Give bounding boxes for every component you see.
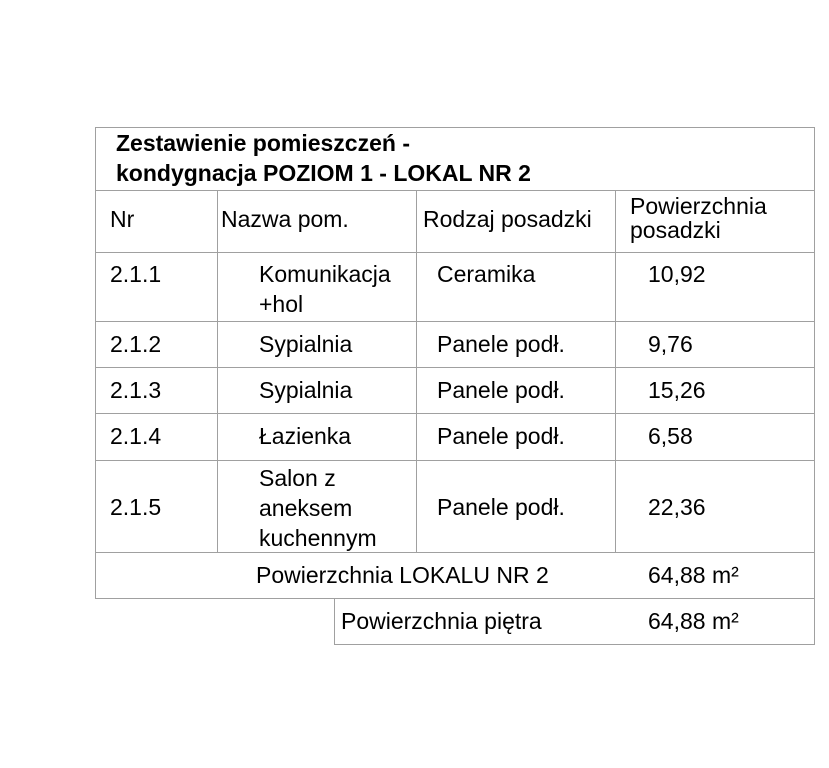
header-area: [630, 194, 767, 242]
cell-nr: 2.1.4: [110, 423, 162, 449]
cell-name: [259, 259, 391, 319]
header-nr: Nr: [110, 206, 135, 232]
cell-name: Sypialnia: [259, 377, 353, 403]
title-line-1: Zestawienie pomieszczeń -: [116, 130, 410, 156]
total-pietro-label: Powierzchnia piętra: [341, 608, 542, 634]
cell-nr: 2.1.5: [110, 494, 162, 520]
cell-name-line: Salon z: [259, 465, 336, 491]
header-name: Nazwa pom.: [221, 206, 349, 232]
cell-name: Sypialnia: [259, 331, 353, 357]
cell-area: 15,26: [648, 377, 706, 403]
table-title: [116, 128, 531, 188]
cell-floor: Panele podł.: [437, 331, 565, 357]
cell-area: 22,36: [648, 494, 706, 520]
cell-name: [259, 463, 377, 553]
total-lokal-label: Powierzchnia LOKALU NR 2: [256, 562, 549, 588]
cell-area: 10,92: [648, 261, 706, 287]
cell-area: 6,58: [648, 423, 693, 449]
cell-nr: 2.1.2: [110, 331, 162, 357]
header-floor-type: Rodzaj posadzki: [423, 206, 592, 232]
total-lokal-value: 64,88 m²: [648, 562, 739, 588]
cell-nr: 2.1.3: [110, 377, 162, 403]
cell-name-line: kuchennym: [259, 525, 377, 551]
cell-floor: Panele podł.: [437, 494, 565, 520]
cell-name-line: aneksem: [259, 495, 353, 521]
total-pietro-value: 64,88 m²: [648, 608, 739, 634]
cell-floor: Ceramika: [437, 261, 536, 287]
cell-floor: Panele podł.: [437, 377, 565, 403]
header-area-line-1: Powierzchnia: [630, 193, 767, 219]
header-area-line-2: posadzki: [630, 217, 721, 243]
cell-area: 9,76: [648, 331, 693, 357]
cell-floor: Panele podł.: [437, 423, 565, 449]
cell-name-line: +hol: [259, 291, 304, 317]
title-line-2: kondygnacja POZIOM 1 - LOKAL NR 2: [116, 160, 531, 186]
cell-nr: 2.1.1: [110, 261, 162, 287]
cell-name: Łazienka: [259, 423, 352, 449]
cell-name-line: Komunikacja: [259, 261, 391, 287]
